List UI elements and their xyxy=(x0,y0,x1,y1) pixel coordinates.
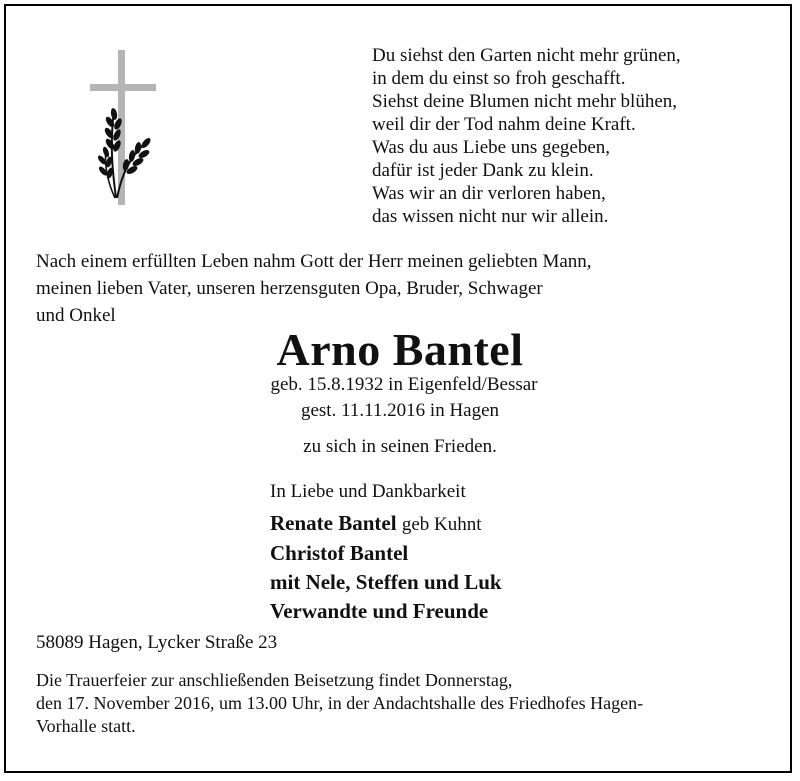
intro-line: und Onkel xyxy=(36,305,116,326)
mourner-row: Verwandte und Freunde xyxy=(270,599,489,623)
funeral-notice xyxy=(36,669,776,738)
poem-line: Du siehst den Garten nicht mehr grünen, xyxy=(372,45,681,66)
family-address: 58089 Hagen, Lycker Straße 23 xyxy=(36,632,278,653)
mourner-maiden-name: geb Kuhnt xyxy=(401,514,482,535)
death-date: gest. 11.11.2016 in Hagen xyxy=(300,400,500,421)
intro-line: meinen lieben Vater, unseren herzensguten Opa, Bruder, Schwager xyxy=(36,278,543,299)
mourners-block xyxy=(270,479,502,626)
poem-line: das wissen nicht nur wir allein. xyxy=(372,206,609,227)
cross-with-wheat-icon xyxy=(86,48,166,208)
notice-line: Vorhalle statt. xyxy=(36,716,136,736)
poem-line: Was wir an dir verloren haben, xyxy=(372,183,606,204)
mourner-name: Renate Bantel xyxy=(270,511,397,535)
poem-line: in dem du einst so froh geschafft. xyxy=(372,68,626,89)
poem xyxy=(372,44,681,228)
mourner-row: Christof Bantel xyxy=(270,541,409,565)
poem-line: dafür ist jeder Dank zu klein. xyxy=(372,160,594,181)
obituary-notice xyxy=(4,4,792,773)
notice-line: Die Trauerfeier zur anschließenden Beisetzung findet Donnerstag, xyxy=(36,670,513,690)
mourner-row: mit Nele, Steffen und Luk xyxy=(270,570,502,594)
intro-text xyxy=(36,248,776,329)
poem-line: Siehst deine Blumen nicht mehr blühen, xyxy=(372,91,678,112)
deceased-name: Arno Bantel xyxy=(276,324,524,375)
life-dates xyxy=(6,372,794,424)
mourners-intro: In Liebe und Dankbarkeit xyxy=(270,481,466,502)
notice-line: den 17. November 2016, um 13.00 Uhr, in der Andachtshalle des Friedhofes Hagen- xyxy=(36,693,644,713)
intro-line: Nach einem erfüllten Leben nahm Gott der Herr meinen geliebten Mann, xyxy=(36,251,592,272)
mourner-row xyxy=(270,509,502,539)
peace-line: zu sich in seinen Frieden. xyxy=(303,436,497,457)
birth-date: geb. 15.8.1932 in Eigenfeld/Bessar xyxy=(270,374,538,395)
poem-line: Was du aus Liebe uns gegeben, xyxy=(372,137,611,158)
poem-line: weil dir der Tod nahm deine Kraft. xyxy=(372,114,636,135)
